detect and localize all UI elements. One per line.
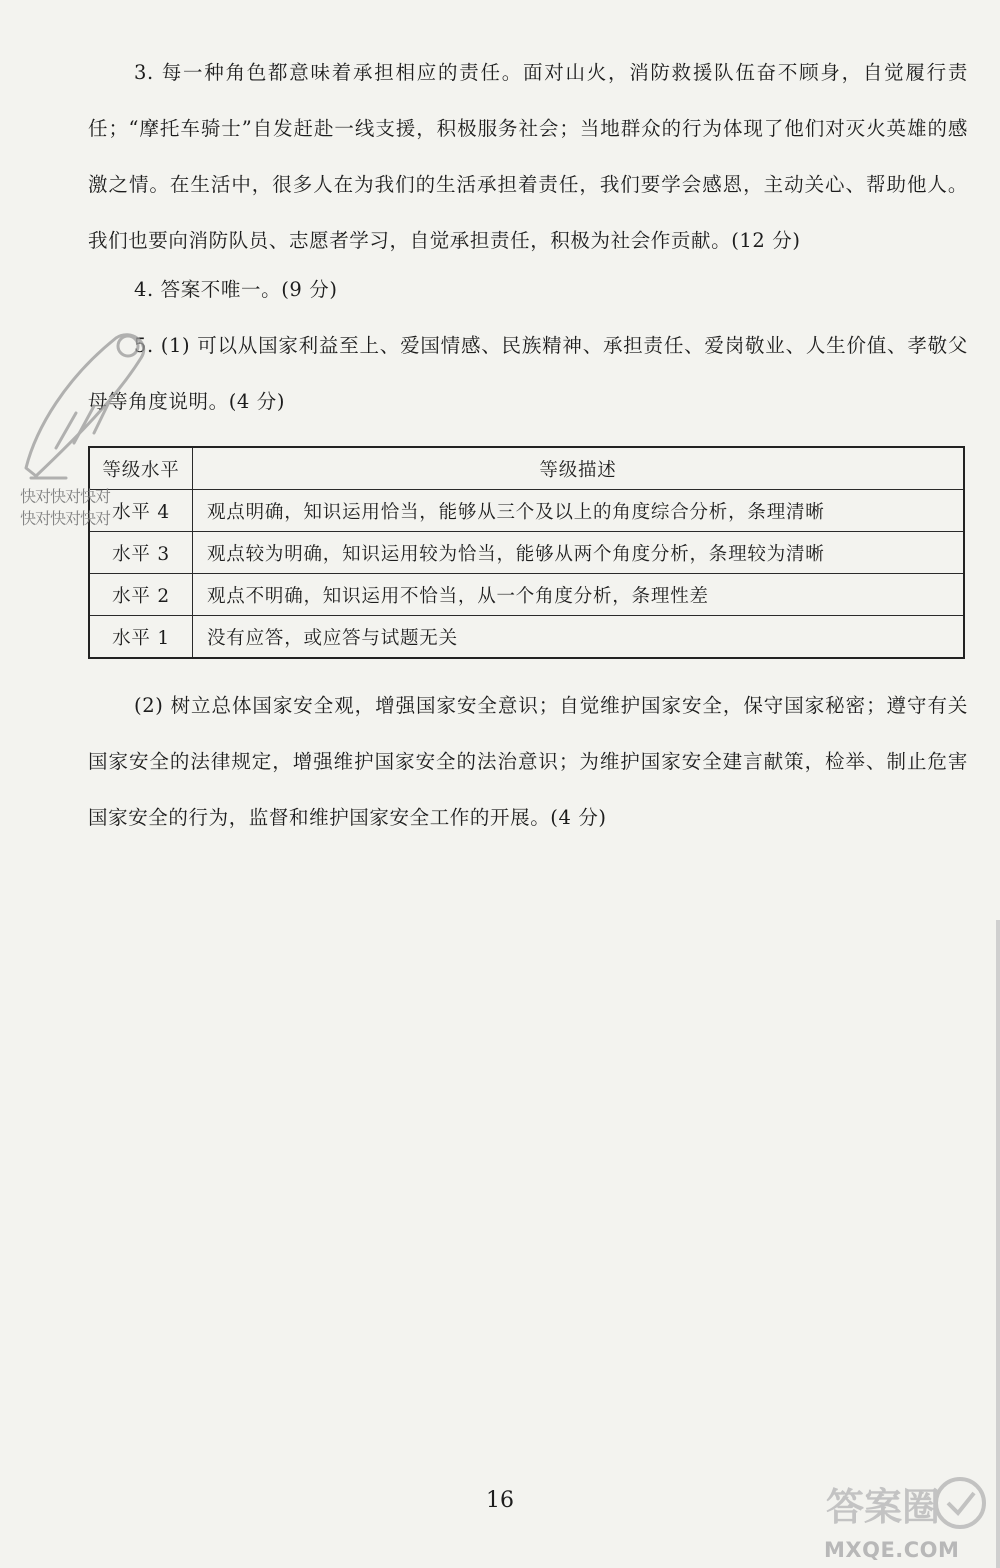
table-cell-description: 没有应答，或应答与试题无关: [193, 616, 965, 659]
table-header-description: 等级描述: [193, 447, 965, 490]
watermark-text-line-2: 快对快对快对: [20, 509, 111, 528]
answer-question-5-part-1: 5. (1) 可以从国家利益至上、爱国情感、民族精神、承担责任、爱岗敬业、人生价值、孝敬父母等角度说明。(4 分): [88, 334, 968, 413]
table-cell-level: 水平 4: [89, 490, 193, 532]
watermark-stamp-icon: [6, 318, 156, 488]
page-number: 16: [486, 1488, 514, 1513]
table-header-level: 等级水平: [89, 447, 193, 490]
table-cell-description: 观点明确，知识运用恰当，能够从三个及以上的角度综合分析，条理清晰: [193, 490, 965, 532]
table-row: [89, 616, 964, 659]
answer-question-5-part-2: (2) 树立总体国家安全观，增强国家安全意识；自觉维护国家安全，保守国家秘密；遵守有关国家安全的法律规定，增强维护国家安全的法治意识；为维护国家安全建言献策，检举、制止危害国家安全的行为，监督和维护国家安全工作的开展。(4 分): [88, 694, 968, 829]
table-row: [89, 490, 964, 532]
table-cell-description: 观点不明确，知识运用不恰当，从一个角度分析，条理性差: [193, 574, 965, 616]
watermark-text-line-1: 快对快对快对: [20, 487, 111, 506]
table-row: [89, 532, 964, 574]
site-url: MXQE.COM: [824, 1538, 960, 1562]
grading-table: [88, 446, 965, 659]
table-cell-level: 水平 2: [89, 574, 193, 616]
table-header-row: [89, 447, 964, 490]
answer-question-4: 4. 答案不唯一。(9 分): [134, 278, 338, 301]
table-row: [89, 574, 964, 616]
table-cell-level: 水平 1: [89, 616, 193, 659]
scan-edge-shadow: [996, 920, 1000, 1568]
table-cell-description: 观点较为明确，知识运用较为恰当，能够从两个角度分析，条理较为清晰: [193, 532, 965, 574]
answer-question-3: 3. 每一种角色都意味着承担相应的责任。面对山火，消防救援队伍奋不顾身，自觉履行责任；“摩托车骑士”自发赶赴一线支援，积极服务社会；当地群众的行为体现了他们对灭火英雄的感激之情。在生活中，很多人在为我们的生活承担着责任，我们要学会感恩，主动关心、帮助他人。我们也要向消防队员、志愿者学习，自觉承担责任，积极为社会作贡献。(12 分): [88, 61, 968, 252]
logo-text: 答案圈: [826, 1485, 941, 1529]
table-cell-level: 水平 3: [89, 532, 193, 574]
